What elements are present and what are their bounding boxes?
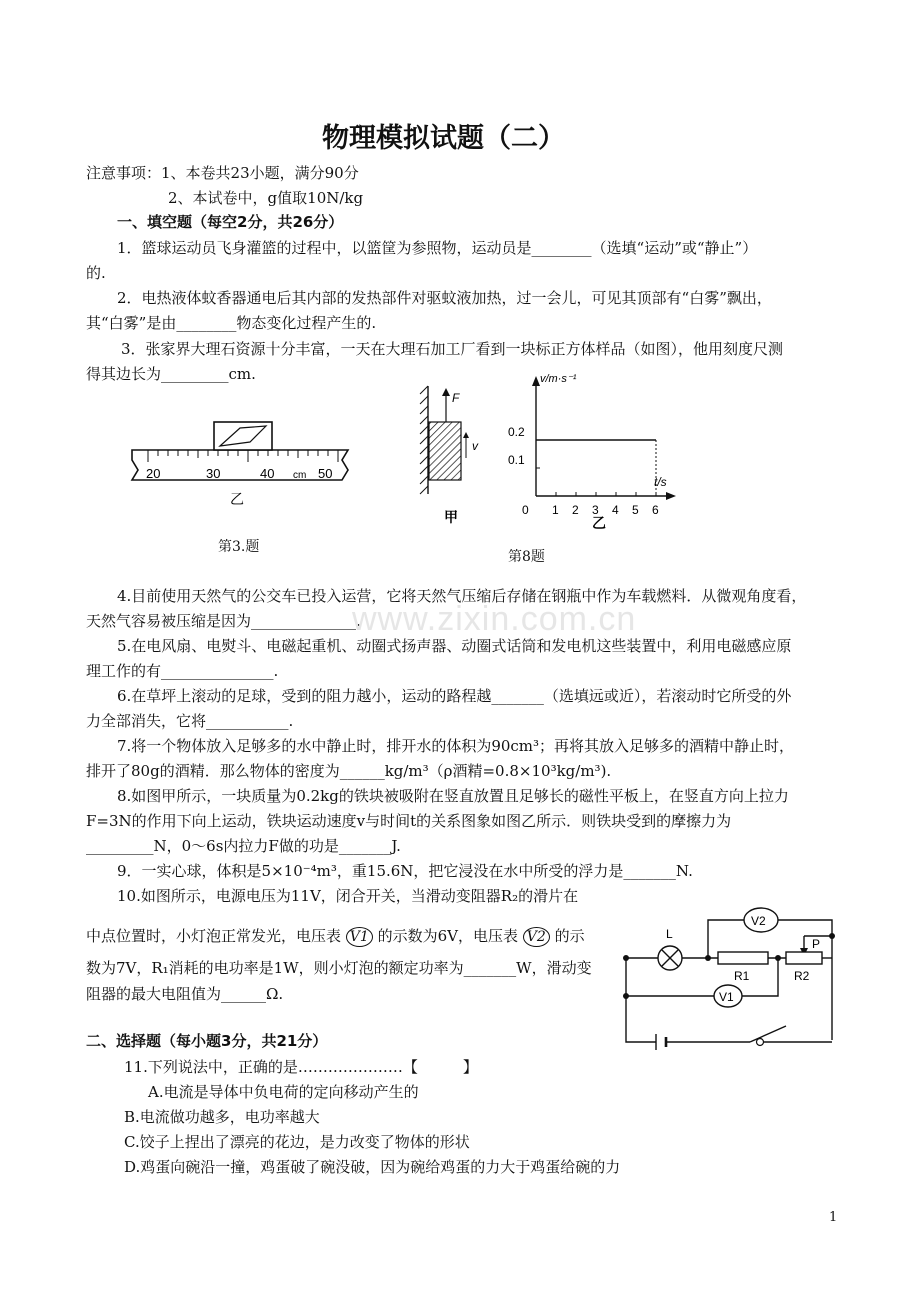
q8-line-3: _________N，0～6s内拉力F做的功是_______J. (86, 837, 401, 855)
q11-option-a: A.电流是导体中负电荷的定向移动产生的 (148, 1083, 419, 1101)
q10-line-1: 10.如图所示，电源电压为11V，闭合开关，当滑动变阻器R₂的滑片在 (117, 887, 579, 905)
vt-graph (504, 368, 684, 534)
q10-line-4: 阻器的最大电阻值为______Ω. (86, 985, 284, 1003)
q10-line-2a: 中点位置时，小灯泡正常发光，电压表 (86, 927, 342, 945)
q11-option-d: D.鸡蛋向碗沿一撞，鸡蛋破了碗没破，因为碗给鸡蛋的力大于鸡蛋给碗的力 (124, 1158, 621, 1176)
ruler-unit: cm (293, 470, 307, 481)
q6-line-2: 力全部消失，它将___________. (86, 712, 294, 730)
q1-line-1: 1．篮球运动员飞身灌篮的过程中，以篮筐为参照物，运动员是________（选填“运动”或“静止”） (117, 239, 758, 257)
ruler-tick-40: 40 (260, 466, 275, 481)
lamp-label: L (666, 927, 673, 941)
q9-line: 9．一实心球，体积是5×10⁻⁴m³，重15.6N，把它浸没在水中所受的浮力是_______N. (117, 862, 693, 880)
ruler-tick-30: 30 (206, 466, 221, 481)
q5-line-2: 理工作的有_______________. (86, 662, 279, 680)
figure-3-caption: 第3.题 (218, 539, 260, 555)
q10-line-3: 数为7V，R₁消耗的电功率是1W，则小灯泡的额定功率为_______W，滑动变 (86, 959, 592, 977)
y-axis-label: v/m·s⁻¹ (540, 373, 577, 385)
q10-line-2 (86, 924, 585, 948)
q3-line-2: 得其边长为_________cm. (86, 365, 256, 383)
q11-option-b: B.电流做功越多，电功率越大 (124, 1108, 320, 1126)
plate-hatch (420, 386, 428, 494)
figure-8-caption: 第8题 (508, 549, 545, 565)
notes-line-1: 注意事项：1、本卷共23小题，满分90分 (86, 164, 359, 182)
q11-stem: 11.下列说法中，正确的是…………………【 】 (124, 1058, 478, 1076)
switch-contact (757, 1039, 764, 1046)
q7-line-2: 排开了80g的酒精．那么物体的密度为______kg/m³（ρ酒精=0.8×10³kg/m³). (86, 762, 612, 780)
q4-line-2: 天然气容易被压缩是因为______________. (86, 612, 361, 630)
ruler-figure (128, 412, 354, 512)
vt-series (536, 440, 656, 496)
velocity-label: v (472, 439, 478, 453)
x-tick-3: 3 (592, 503, 599, 517)
q2-line-2: 其“白雾”是由________物态变化过程产生的. (86, 314, 377, 332)
v2-label: V2 (751, 914, 766, 928)
page-title: 物理模拟试题（二） (322, 123, 565, 154)
y-tick-0-1: 0.1 (508, 453, 525, 467)
q8-line-2: F=3N的作用下向上运动，铁块运动速度v与时间t的关系图象如图乙所示．则铁块受到的摩擦力为 (86, 812, 732, 830)
q4-line-1: 4.目前使用天然气的公交车已投入运营，它将天然气压缩后存储在钢瓶中作为车载燃料．从微观角度看， (117, 587, 807, 605)
q2-line-1: 2．电热液体蚊香器通电后其内部的发热部件对驱蚊液加热，过一会儿，可见其顶部有“白雾”飘出， (117, 289, 772, 307)
resistor-r2 (786, 952, 822, 964)
x-tick-labels (522, 440, 659, 517)
x-tick-0: 0 (522, 503, 529, 517)
x-axis-label: t/s (654, 475, 667, 489)
x-tick-1: 1 (552, 503, 559, 517)
ruler-sub-label: 乙 (230, 491, 244, 507)
page-number: 1 (829, 1210, 838, 1225)
ruler-tick-50: 50 (318, 466, 333, 481)
x-tick-2: 2 (572, 503, 579, 517)
x-tick-4: 4 (612, 503, 619, 517)
watermark: www.zixin.com.cn (352, 600, 637, 638)
voltmeter-v1-symbol: V1 (346, 927, 373, 947)
q11-option-c: C.饺子上捏出了漂亮的花边，是力改变了物体的形状 (124, 1133, 470, 1151)
q3-line-1: 3．张家界大理石资源十分丰富，一天在大理石加工厂看到一块标正方体样品（如图），他用刻度尺测 (121, 340, 784, 358)
q5-line-1: 5.在电风扇、电熨斗、电磁起重机、动圈式扬声器、动圈式话筒和发电机这些装置中，利用电磁感应原 (117, 637, 792, 655)
ruler-body (132, 450, 348, 480)
section-2-heading: 二、选择题（每小题3分，共21分） (86, 1032, 328, 1050)
ruler-ticks (148, 450, 338, 462)
vt-sub-label: 乙 (592, 515, 606, 531)
y-tick-0-2: 0.2 (508, 425, 525, 439)
voltmeter-v2-symbol: V2 (523, 927, 550, 947)
x-tick-6: 6 (652, 503, 659, 517)
section-1-heading: 一、填空题（每空2分，共26分） (117, 213, 344, 231)
q10-line-2b: 的示数为6V，电压表 (377, 927, 518, 945)
force-label: F (452, 391, 460, 405)
q7-line-1: 7.将一个物体放入足够多的水中静止时，排开水的体积为90cm³；再将其放入足够多的酒精中静止时， (117, 737, 795, 755)
r2-label: R2 (794, 969, 810, 983)
q6-line-1: 6.在草坪上滚动的足球，受到的阻力越小，运动的路程越_______（选填远或近），若滚动时它所受的外 (117, 687, 792, 705)
q10-line-2c: 的示 (554, 927, 585, 945)
q1-line-2: 的. (86, 264, 106, 282)
switch-lever (750, 1026, 786, 1042)
slider-p-label: P (812, 937, 821, 951)
v1-label: V1 (719, 990, 734, 1004)
notes-line-2: 2、本试卷中，g值取10N/kg (168, 189, 364, 207)
block-sub-label: 甲 (444, 509, 458, 525)
circuit-figure (618, 902, 844, 1062)
resistor-r1 (718, 952, 768, 964)
r1-label: R1 (734, 969, 750, 983)
iron-block (429, 422, 461, 480)
ruler-tick-20: 20 (146, 466, 161, 481)
q8-line-1: 8.如图甲所示，一块质量为0.2kg的铁块被吸附在竖直放置且足够长的磁性平板上，在竖直方向上拉力 (117, 787, 789, 805)
x-tick-5: 5 (632, 503, 639, 517)
block-figure (414, 382, 494, 532)
